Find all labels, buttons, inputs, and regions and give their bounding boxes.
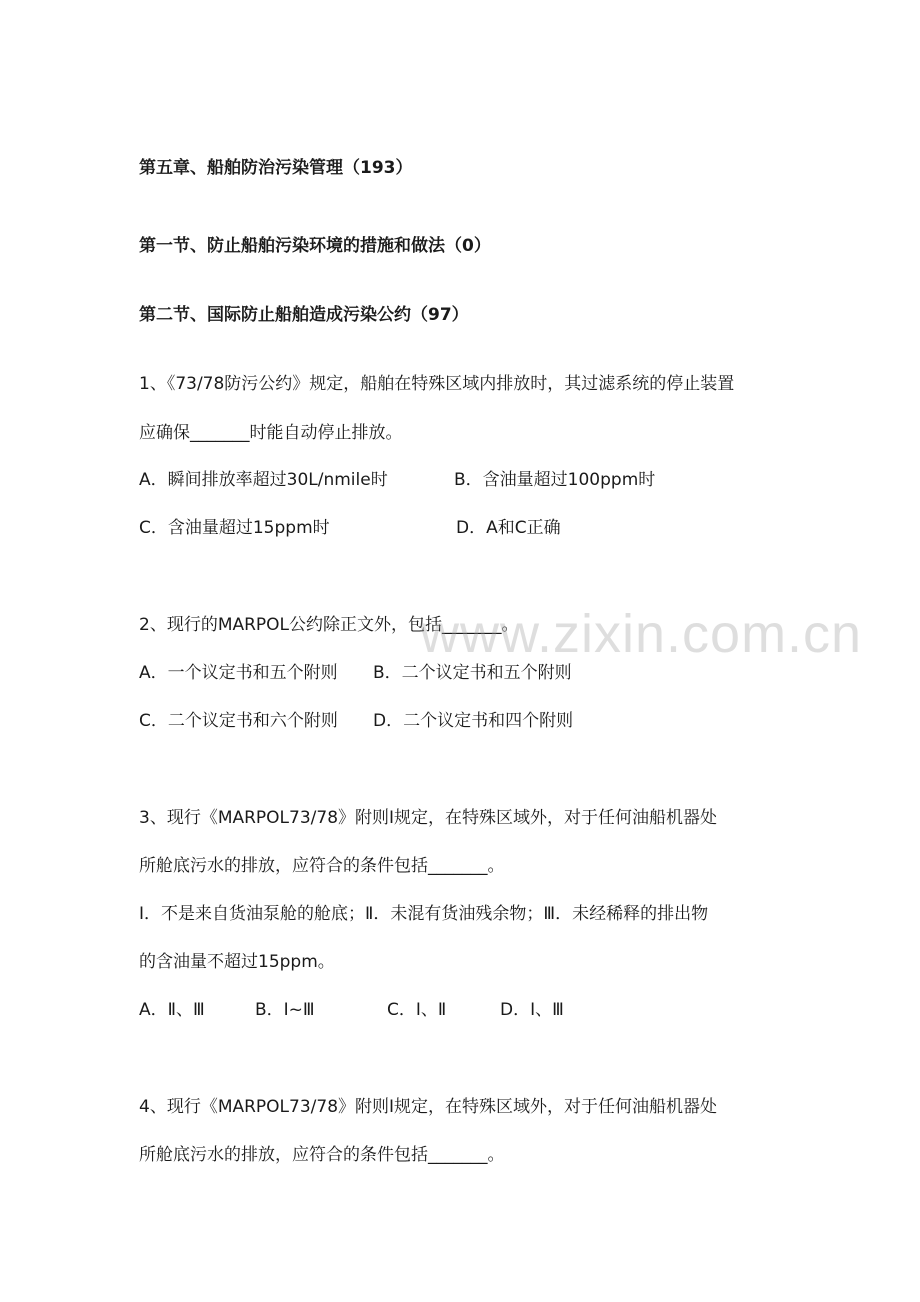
- question-2-options-row-2: [139, 709, 839, 733]
- question-3-line-4: 的含油量不超过15ppm。: [139, 952, 335, 972]
- question-3-line-3: Ⅰ．不是来自货油泵舱的舱底；Ⅱ．未混有货油残余物；Ⅲ．未经稀释的排出物: [139, 904, 709, 924]
- question-1-options-row-1: [139, 468, 839, 492]
- question-2-option-d: D．二个议定书和四个附则: [373, 711, 574, 731]
- question-3-options-row: [139, 998, 839, 1022]
- question-3-line-1: 3、现行《MARPOL73/78》附则Ⅰ规定，在特殊区域外，对于任何油船机器处: [139, 808, 718, 828]
- watermark: www.zixin.com.cn: [420, 604, 863, 664]
- question-3-option-a: A．Ⅱ、Ⅲ: [139, 1000, 205, 1020]
- question-4-line-1: 4、现行《MARPOL73/78》附则Ⅰ规定，在特殊区域外，对于任何油船机器处: [139, 1097, 718, 1117]
- question-2-option-c: C．二个议定书和六个附则: [139, 711, 338, 731]
- question-3-option-b: B．Ⅰ~Ⅲ: [255, 1000, 315, 1020]
- question-3-option-d: D．Ⅰ、Ⅲ: [500, 1000, 564, 1020]
- section-heading-1: 第一节、防止船舶污染环境的措施和做法（0）: [139, 236, 491, 256]
- question-1-option-b: B．含油量超过100ppm时: [454, 470, 656, 490]
- question-4-line-2: 所舱底污水的排放，应符合的条件包括_______。: [139, 1145, 505, 1165]
- question-1-options-row-2: [139, 516, 839, 540]
- question-2-option-a: A．一个议定书和五个附则: [139, 663, 338, 683]
- question-1-line-1: 1、《73/78防污公约》规定，船舶在特殊区域内排放时，其过滤系统的停止装置: [139, 374, 735, 394]
- question-1-option-a: A．瞬间排放率超过30L/nmile时: [139, 470, 388, 490]
- question-1-option-d: D．A和C正确: [456, 518, 561, 538]
- question-1-option-c: C．含油量超过15ppm时: [139, 518, 330, 538]
- question-2-line-1: 2、现行的MARPOL公约除正文外，包括_______。: [139, 615, 519, 635]
- question-2-options-row-1: [139, 661, 839, 685]
- question-1-line-2: 应确保_______时能自动停止排放。: [139, 423, 403, 443]
- section-heading-2: 第二节、国际防止船舶造成污染公约（97）: [139, 305, 469, 325]
- question-3-option-c: C．Ⅰ、Ⅱ: [387, 1000, 447, 1020]
- question-3-line-2: 所舱底污水的排放，应符合的条件包括_______。: [139, 856, 505, 876]
- chapter-heading: 第五章、船舶防治污染管理（193）: [139, 158, 413, 178]
- question-2-option-b: B．二个议定书和五个附则: [373, 663, 572, 683]
